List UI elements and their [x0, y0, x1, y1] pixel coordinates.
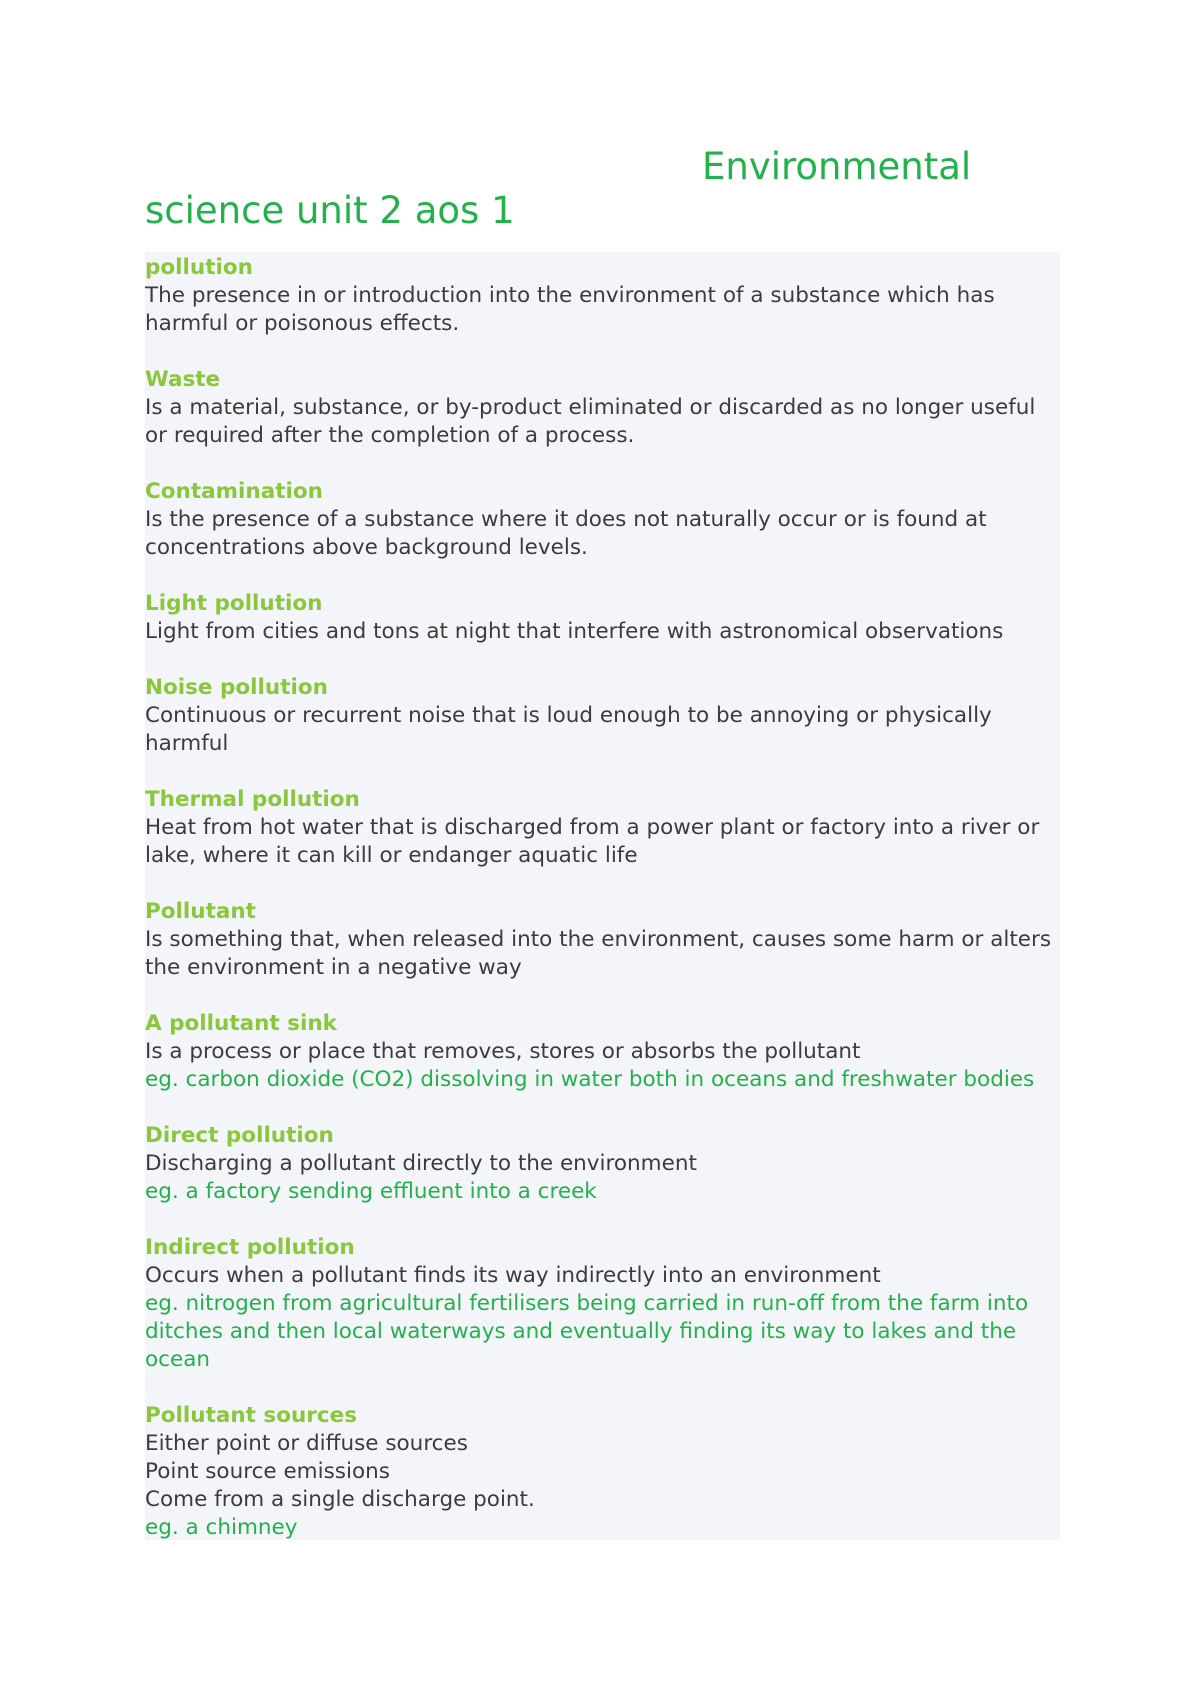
glossary-term: Pollutant sources: [145, 1403, 358, 1428]
glossary-entry: [145, 1402, 1060, 1542]
glossary-entry: [145, 898, 1060, 982]
glossary-term: Pollutant: [145, 899, 256, 924]
glossary-definition: Is a process or place that removes, stores or absorbs the pollutant: [145, 1039, 861, 1064]
glossary-term: Noise pollution: [145, 675, 328, 700]
glossary-definition: Occurs when a pollutant finds its way indirectly into an environment: [145, 1263, 881, 1288]
document-title-line-2: science unit 2 aos 1: [145, 189, 515, 232]
glossary-entry: [145, 1122, 1060, 1206]
glossary-entry: [145, 674, 1060, 758]
glossary-term: Waste: [145, 367, 221, 392]
glossary-list: [145, 254, 1060, 1542]
glossary-example: eg. a factory sending effluent into a creek: [145, 1179, 597, 1204]
glossary-definition: Come from a single discharge point.: [145, 1487, 535, 1512]
glossary-definition: Continuous or recurrent noise that is loud enough to be annoying or physically harmful: [145, 703, 992, 756]
glossary-entry: [145, 590, 1060, 646]
document-title-line-1: Environmental: [702, 145, 972, 188]
glossary-definition: The presence in or introduction into the environment of a substance which has harmful or poisonous effects.: [145, 283, 995, 336]
glossary-definition: Light from cities and tons at night that interfere with astronomical observations: [145, 619, 1004, 644]
glossary-term: Direct pollution: [145, 1123, 334, 1148]
glossary-definition: Is something that, when released into the environment, causes some harm or alters the environment in a negative way: [145, 927, 1052, 980]
glossary-entry: [145, 366, 1060, 450]
glossary-term: Indirect pollution: [145, 1235, 355, 1260]
glossary-term: Thermal pollution: [145, 787, 360, 812]
glossary-definition: Either point or diffuse sources: [145, 1431, 468, 1456]
glossary-term: A pollutant sink: [145, 1011, 337, 1036]
glossary-entry: [145, 254, 1060, 338]
glossary-example: eg. carbon dioxide (CO2) dissolving in water both in oceans and freshwater bodies: [145, 1067, 1035, 1092]
glossary-definition: Is a material, substance, or by-product eliminated or discarded as no longer useful or required after the completion of a process.: [145, 395, 1036, 448]
glossary-definition: Heat from hot water that is discharged from a power plant or factory into a river or lake, where it can kill or endanger aquatic life: [145, 815, 1040, 868]
glossary-term: Contamination: [145, 479, 323, 504]
glossary-definition: Discharging a pollutant directly to the environment: [145, 1151, 697, 1176]
glossary-term: pollution: [145, 255, 253, 280]
glossary-example: eg. nitrogen from agricultural fertilisers being carried in run-off from the farm into ditches and then local waterways and eventually finding its way to lakes and the ocean: [145, 1291, 1029, 1372]
glossary-example: eg. a chimney: [145, 1515, 298, 1540]
glossary-entry: [145, 478, 1060, 562]
glossary-term: Light pollution: [145, 591, 323, 616]
glossary-entry: [145, 1010, 1060, 1094]
glossary-definition: Point source emissions: [145, 1459, 390, 1484]
glossary-entry: [145, 786, 1060, 870]
glossary-entry: [145, 1234, 1060, 1374]
glossary-definition: Is the presence of a substance where it does not naturally occur or is found at concentrations above background levels.: [145, 507, 987, 560]
